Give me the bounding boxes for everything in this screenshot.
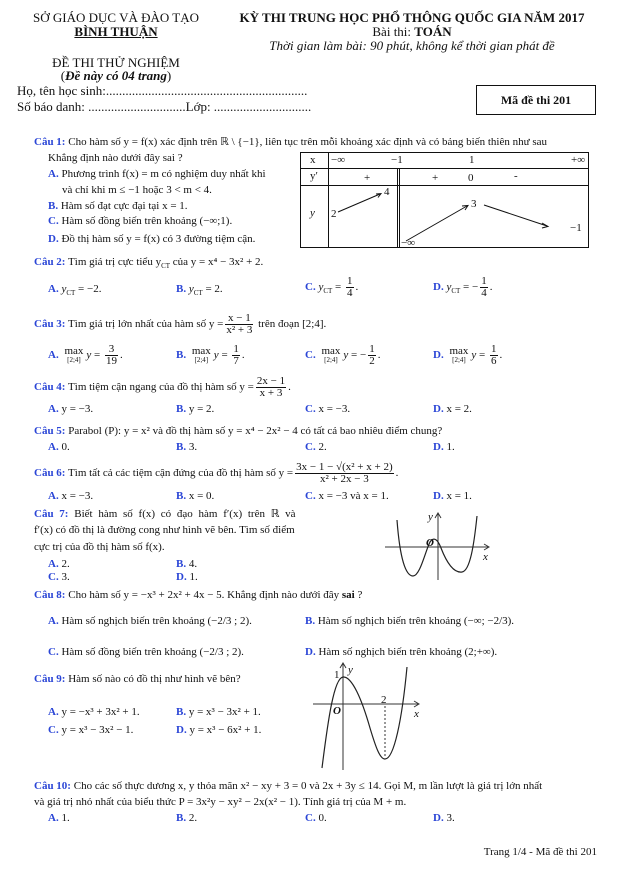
- table-y-value: −∞: [401, 237, 416, 249]
- option-letter: D.: [48, 233, 59, 245]
- fraction: $\frac{1}{7}$: [233, 343, 239, 367]
- option-text: x = 2.: [446, 403, 472, 415]
- province: BÌNH THUẬN: [74, 24, 158, 39]
- option-letter: B.: [176, 283, 187, 295]
- option-a[interactable]: A. 0.: [48, 441, 70, 453]
- option-c[interactable]: C. x = −3 và x = 1.: [305, 490, 389, 502]
- option-text: và chỉ khi m ≤ −1 hoặc 3 < m < 4.: [62, 184, 212, 196]
- question-text: f′(x) có đồ thị là đường cong như hình vẽ bên. Tìm số điểm: [34, 524, 295, 536]
- student-id-field[interactable]: Số báo danh: ..............................Lớp: ..............................: [17, 99, 312, 114]
- table-x-value: −∞: [331, 154, 346, 166]
- option-text: y = 2.: [188, 403, 215, 415]
- question-label: Câu 6:: [34, 467, 66, 480]
- question-text: Parabol (P): y = x² và đồ thị hàm số y = x⁴ − 2x² − 4 có tất cả bao nhiêu điểm chung?: [68, 425, 443, 437]
- option-letter: B.: [48, 200, 59, 212]
- option-a[interactable]: A. $y_{CT} = -2$.: [48, 283, 102, 298]
- option-a[interactable]: A. max [2;4] y = $\frac{3}{19}$ .: [48, 343, 123, 367]
- axis-label-y: y: [428, 511, 433, 523]
- option-b[interactable]: B. 3.: [176, 441, 198, 453]
- origin-label: O: [426, 537, 434, 549]
- fraction: $\frac{1}{6}$: [491, 343, 497, 367]
- question-text: và giá trị nhỏ nhất của biểu thức P = 3x²y − xy² − 2x(x² − 1). Tính giá trị của M + m.: [34, 796, 407, 808]
- subject: TOÁN: [414, 24, 452, 39]
- option-text: = 2.: [205, 283, 223, 295]
- question-label: Câu 9:: [34, 673, 66, 685]
- table-derivative-sign: +: [432, 172, 439, 184]
- option-letter: D.: [433, 349, 444, 362]
- question-9: Câu 9: Hàm số nào có đồ thị như hình vẽ bên?: [34, 673, 241, 685]
- option-text: Đồ thị hàm số y = f(x) có 3 đường tiệm cận.: [61, 233, 256, 245]
- option-c[interactable]: C. y = x³ − 3x² − 1.: [48, 724, 134, 736]
- table-derivative-sign: -: [514, 170, 518, 182]
- question-text: Tìm giá trị cực tiểu y: [68, 256, 162, 268]
- fraction: $\frac{1}{2}$: [369, 343, 375, 367]
- option-b[interactable]: B. max [2;4] y = $\frac{1}{7}$ .: [176, 343, 245, 367]
- option-b[interactable]: B. Hàm số nghịch biến trên khoảng (−∞; −2/3).: [305, 615, 515, 627]
- option-c[interactable]: C. 0.: [305, 812, 327, 824]
- option-d[interactable]: D. max [2;4] y = $\frac{1}{6}$ .: [433, 343, 503, 367]
- option-c[interactable]: C. Hàm số đồng biến trên khoảng (−2/3 ; 2).: [48, 646, 244, 658]
- axis-tick-label: 2: [381, 694, 387, 706]
- option-d[interactable]: D. 1.: [433, 441, 455, 453]
- subject-label: Bài thi:: [372, 24, 415, 39]
- subscript: CT: [193, 289, 203, 298]
- option-letter: C.: [48, 215, 59, 227]
- option-text: Hàm số đồng biến trên khoảng (−∞;1).: [61, 215, 233, 227]
- option-a[interactable]: A. x = −3.: [48, 490, 94, 502]
- exam-title: KỲ THI TRUNG HỌC PHỔ THÔNG QUỐC GIA NĂM 2017: [239, 10, 585, 25]
- option-letter: C.: [305, 349, 316, 362]
- fraction: $\frac{\text{3x − 1 − √(x² + x + 2)}}{\text{x² + 2x − 3}}$: [296, 461, 393, 485]
- question-10: Câu 10: Cho các số thực dương x, y thỏa mãn x² − xy + 3 = 0 và 2x + 3y ≤ 14. Gọi M, m lần lượt là giá trị lớn nhất: [34, 780, 543, 792]
- option-a[interactable]: A. y = −3.: [48, 403, 94, 415]
- question-label: Câu 3:: [34, 318, 66, 331]
- option-letter: A.: [48, 349, 59, 362]
- question-text: của y = x⁴ − 3x² + 2.: [170, 256, 264, 268]
- table-y-value: 3: [471, 198, 477, 210]
- question-text: Tìm tiệm cận ngang của đồ thị hàm số y =: [68, 381, 254, 394]
- option-a[interactable]: A. y = −x³ + 3x² + 1.: [48, 706, 140, 718]
- option-letter: C.: [305, 281, 316, 294]
- option-c[interactable]: C. x = −3.: [305, 403, 351, 415]
- option-text: = −2.: [78, 283, 102, 295]
- option-b[interactable]: B. y = 2.: [176, 403, 215, 415]
- fraction: $\frac{1}{4}$: [347, 275, 353, 299]
- option-d[interactable]: D. $y_{CT}$ = − $\frac{1}{4}$ .: [433, 275, 493, 299]
- table-x-label: x: [310, 154, 316, 166]
- fraction: $\frac{2x - 1}{x + 3}$: [256, 375, 286, 399]
- option-letter: B.: [176, 349, 187, 362]
- page-count-text: Đề này có 04 trang: [65, 68, 167, 83]
- option-letter: A.: [48, 168, 59, 180]
- student-name-field[interactable]: Họ, tên học sinh:..............................................................: [17, 83, 308, 98]
- option-b[interactable]: B. y = x³ − 3x² + 1.: [176, 706, 261, 718]
- axis-label-y: y: [348, 664, 353, 676]
- option-a[interactable]: A. 1.: [48, 812, 70, 824]
- axis-tick-label: 1: [334, 669, 340, 681]
- fraction: $\frac{1}{4}$: [481, 275, 487, 299]
- origin-label: O: [333, 705, 341, 717]
- question-text: Khẳng định nào dưới đây sai ?: [48, 152, 183, 164]
- table-derivative-zero: 0: [468, 172, 474, 184]
- option-text: y = −3.: [61, 403, 94, 415]
- trial-label: ĐỀ THI THỬ NGHIỆM: [52, 55, 180, 70]
- option-a[interactable]: A. 2.: [48, 558, 70, 570]
- table-x-value: −1: [391, 154, 403, 166]
- question-4: Câu 4: Tìm tiệm cận ngang của đồ thị hàm số y = $\frac{2x - 1}{x + 3}$ .: [34, 375, 291, 399]
- option-d[interactable]: D. Hàm số nghịch biến trên khoảng (2;+∞).: [305, 646, 498, 658]
- question-label: Câu 7:: [34, 508, 69, 520]
- fraction: $\frac{3}{19}$: [106, 343, 118, 367]
- subscript: CT: [66, 289, 76, 298]
- option-d[interactable]: D. x = 2.: [433, 403, 472, 415]
- question-text: Cho hàm số y = f(x) xác định trên ℝ \ {−1}, liên tục trên mỗi khoảng xác định và có bảng biến thiên như sau: [68, 136, 547, 148]
- option-d[interactable]: D. 3.: [433, 812, 455, 824]
- question-6: Câu 6: Tìm tất cả các tiệm cận đứng của đồ thị hàm số y = $\frac{\text{3x − 1 − √(x² + x + 2)}}{\text{x² + 2x − 3}}$ .: [34, 461, 399, 485]
- option-c[interactable]: C. max [2;4] y = − $\frac{1}{2}$ .: [305, 343, 381, 367]
- option-d[interactable]: D. y = x³ − 6x² + 1.: [176, 724, 262, 736]
- axis-label-x: x: [414, 708, 419, 720]
- question-label: Câu 2:: [34, 256, 66, 268]
- table-y-label: y: [310, 207, 315, 219]
- question-label: Câu 4:: [34, 381, 66, 394]
- page-footer: Trang 1/4 - Mã đề thi 201: [483, 846, 597, 858]
- option-text: x = −3.: [318, 403, 351, 415]
- question-8: Câu 8: Cho hàm số y = −x³ + 2x² + 4x − 5. Khẳng định nào dưới đây sai ?: [34, 589, 363, 601]
- time-limit: Thời gian làm bài: 90 phút, không kể thời gian phát đề: [269, 38, 555, 53]
- fraction: $\frac{x - 1}{\text{x² + 3}}$: [226, 312, 253, 336]
- option-b[interactable]: B. x = 0.: [176, 490, 215, 502]
- option-letter: D.: [433, 281, 444, 294]
- question-label: Câu 8:: [34, 589, 66, 601]
- option-b[interactable]: B. 2.: [176, 812, 198, 824]
- question-text: Biết hàm số f(x) có đạo hàm f′(x) trên ℝ và: [74, 508, 296, 520]
- table-derivative-sign: +: [364, 172, 371, 184]
- option-c[interactable]: C. $y_{CT}$ = $\frac{1}{4}$ .: [305, 275, 359, 299]
- question-label: Câu 5:: [34, 425, 66, 437]
- option-b[interactable]: B. $y_{CT} = 2$.: [176, 283, 223, 298]
- question-label: Câu 10:: [34, 780, 71, 792]
- question-text: trên đoạn [2;4].: [258, 318, 327, 331]
- subscript: CT: [451, 287, 461, 296]
- subscript: CT: [161, 262, 171, 271]
- question-text: Tìm tất cả các tiệm cận đứng của đồ thị hàm số y =: [68, 467, 294, 480]
- option-d[interactable]: D. 1.: [176, 571, 198, 583]
- subscript: CT: [323, 287, 333, 296]
- option-c[interactable]: C. 2.: [305, 441, 327, 453]
- table-derivative-label: y′: [310, 170, 318, 182]
- axis-label-x: x: [483, 551, 488, 563]
- option-c[interactable]: C. 3.: [48, 571, 70, 583]
- exam-code-box: Mã đề thi 201: [476, 85, 596, 115]
- option-letter: A.: [48, 283, 59, 295]
- table-x-value: 1: [469, 154, 475, 166]
- option-d[interactable]: D. x = 1.: [433, 490, 472, 502]
- table-x-value: +∞: [571, 154, 586, 166]
- table-y-value: 4: [384, 186, 390, 198]
- page-count: (Đề này có 04 trang): [60, 68, 172, 83]
- question-label: Câu 1:: [34, 136, 66, 148]
- table-y-value: 2: [331, 208, 337, 220]
- option-text: Hàm số đạt cực đại tại x = 1.: [60, 200, 188, 212]
- table-y-value: −1: [570, 222, 582, 234]
- option-text: Phương trình f(x) = m có nghiệm duy nhất khi: [61, 168, 266, 180]
- option-a[interactable]: A. Hàm số nghịch biến trên khoảng (−2/3 ; 2).: [48, 615, 252, 627]
- question-text: cực trị của đồ thị hàm số f(x).: [34, 541, 165, 553]
- department: SỞ GIÁO DỤC VÀ ĐÀO TẠO: [33, 10, 199, 25]
- question-text: Tìm giá trị lớn nhất của hàm số y =: [68, 318, 224, 331]
- option-b[interactable]: B. 4.: [176, 558, 198, 570]
